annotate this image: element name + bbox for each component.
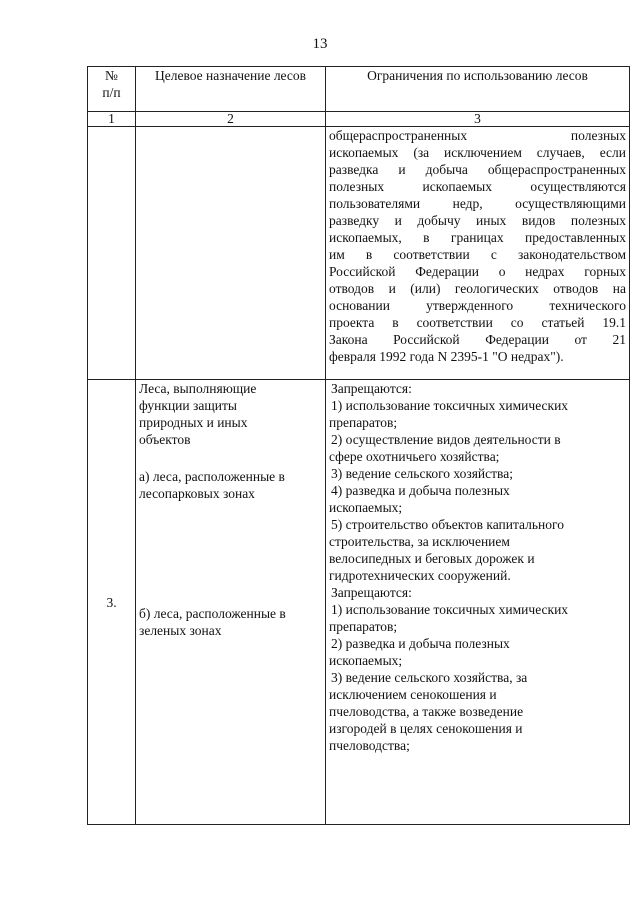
- restriction-item: 2) осуществление видов деятельности в: [331, 432, 561, 447]
- sub-a-line: а) леса, расположенные в: [139, 469, 285, 484]
- restriction-item: 3) ведение сельского хозяйства, за: [331, 670, 528, 685]
- restriction-item: сфере охотничьего хозяйства;: [329, 449, 500, 464]
- restriction-item: ископаемых;: [329, 653, 403, 668]
- text-line: разведка и добыча общераспространенных: [329, 162, 626, 177]
- cell-restrictions: [326, 380, 630, 825]
- restriction-item: изгородей в целях сенокошения и: [329, 721, 523, 736]
- text-line: полезных ископаемых осуществляются: [329, 179, 626, 194]
- restriction-item: 1) использование токсичных химических: [331, 602, 569, 617]
- text-line: общераспространенных полезных: [329, 128, 626, 143]
- restrictions-b-title: Запрещаются:: [331, 585, 412, 600]
- text-line: февраля 1992 года N 2395-1 "О недрах").: [329, 349, 564, 364]
- text-line: ископаемых, в границах предоставленных: [329, 230, 626, 245]
- header-num-line: п/п: [102, 85, 121, 100]
- forest-restrictions-table: [87, 66, 630, 825]
- restrictions-a-title: Запрещаются:: [331, 381, 412, 396]
- restriction-item: препаратов;: [329, 619, 398, 634]
- restriction-item: 4) разведка и добыча полезных: [331, 483, 510, 498]
- sub-a-line: лесопарковых зонах: [139, 486, 255, 501]
- restriction-item: пчеловодства;: [329, 738, 410, 753]
- purpose-title-line: объектов: [139, 432, 191, 447]
- cell-num-empty: [88, 127, 136, 380]
- text-line: им в соответствии с законодательством: [329, 247, 626, 262]
- sub-b-line: б) леса, расположенные в: [139, 606, 286, 621]
- text-line: отводов и (или) геологических отводов на: [329, 281, 626, 296]
- text-line: Закона Российской Федерации от 21: [329, 332, 626, 347]
- restriction-item: 2) разведка и добыча полезных: [331, 636, 510, 651]
- restriction-item: строительства, за исключением: [329, 534, 510, 549]
- text-line: разведку и добычу иных видов полезных: [329, 213, 626, 228]
- header-num: [88, 67, 136, 112]
- purpose-title-line: функции защиты: [139, 398, 237, 413]
- cell-restrictions-continuation: [326, 127, 630, 380]
- header-num-line: №: [105, 68, 118, 83]
- restriction-item: гидротехнических сооружений.: [329, 568, 511, 583]
- table-header-row: [88, 67, 630, 112]
- purpose-title-line: природных и иных: [139, 415, 248, 430]
- restriction-item: препаратов;: [329, 415, 398, 430]
- restriction-item: исключением сенокошения и: [329, 687, 497, 702]
- column-number-row: [88, 112, 630, 127]
- restriction-item: велосипедных и беговых дорожек и: [329, 551, 535, 566]
- col-number: 2: [136, 112, 326, 127]
- restriction-item: 1) использование токсичных химических: [331, 398, 569, 413]
- sub-b-line: зеленых зонах: [139, 623, 222, 638]
- restriction-item: ископаемых;: [329, 500, 403, 515]
- text-line: проекта в соответствии со статьей 19.1: [329, 315, 626, 330]
- text-line: пользователями недр, осуществляющими: [329, 196, 626, 211]
- col-number: 3: [326, 112, 630, 127]
- text-line: ископаемых (за исключением случаев, если: [329, 145, 626, 160]
- table-row-continuation: [88, 127, 630, 380]
- text-line: Российской Федерации о недрах горных: [329, 264, 626, 279]
- purpose-title-line: Леса, выполняющие: [139, 381, 257, 396]
- table-row-3: [88, 380, 630, 825]
- page-number: 13: [312, 36, 328, 52]
- header-restrictions: Ограничения по использованию лесов: [326, 67, 630, 112]
- header-purpose: Целевое назначение лесов: [136, 67, 326, 112]
- col-number: 1: [88, 112, 136, 127]
- cell-purpose: [136, 380, 326, 825]
- restriction-item: 5) строительство объектов капитального: [331, 517, 564, 532]
- restriction-item: пчеловодства, а также возведение: [329, 704, 524, 719]
- row-number: 3.: [88, 380, 136, 825]
- restriction-item: 3) ведение сельского хозяйства;: [331, 466, 513, 481]
- text-line: основании утвержденного технического: [329, 298, 626, 313]
- cell-purpose-empty: [136, 127, 326, 380]
